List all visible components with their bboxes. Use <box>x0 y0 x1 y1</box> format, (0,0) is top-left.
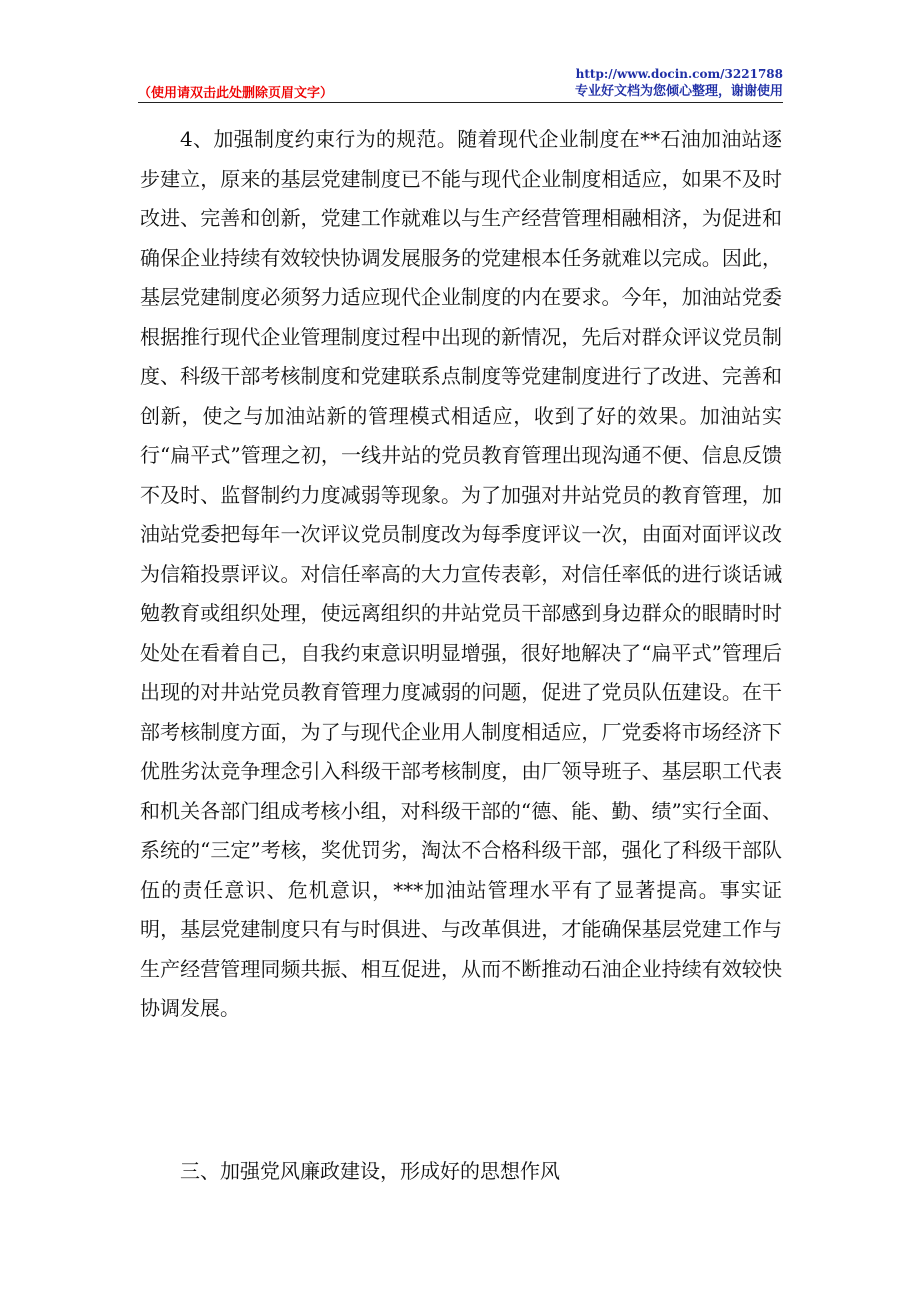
section-heading: 三、加强党风廉政建设，形成好的思想作风 <box>180 1159 560 1183</box>
source-url-link[interactable]: http://www.docin.com/3221788 <box>575 67 783 81</box>
header-delete-note[interactable]: （使用请双击此处删除页眉文字） <box>138 86 334 101</box>
page-header <box>138 62 783 103</box>
body-paragraph: 4、加强制度约束行为的规范。随着现代企业制度在**石油加油站逐步建立，原来的基层党建制度已不能与现代企业制度相适应，如果不及时改进、完善和创新，党建工作就难以与生产经营管理相融相济，为促进和确保企业持续有效较快协调发展服务的党建根本任务就难以完成。因此，基层党建制度必须努力适应现代企业制度的内在要求。今年，加油站党委根据推行现代企业管理制度过程中出现的新情况，先后对群众评议党员制度、科级干部考核制度和党建联系点制度等党建制度进行了改进、完善和创新，使之与加油站新的管理模式相适应，收到了好的效果。加油站实行“扁平式”管理之初，一线井站的党员教育管理出现沟通不便、信息反馈不及时、监督制约力度减弱等现象。为了加强对井站党员的教育管理，加油站党委把每年一次评议党员制度改为每季度评议一次，由面对面评议改为信箱投票评议。对信任率高的大力宣传表彰，对信任率低的进行谈话诫勉教育或组织处理，使远离组织的井站党员干部感到身边群众的眼睛时时处处在看着自己，自我约束意识明显增强，很好地解决了“扁平式”管理后出现的对井站党员教育管理力度减弱的问题，促进了党员队伍建设。在干部考核制度方面，为了与现代企业用人制度相适应，厂党委将市场经济下优胜劣汰竞争理念引入科级干部考核制度，由厂领导班子、基层职工代表和机关各部门组成考核小组，对科级干部的“德、能、勤、绩”实行全面、系统的“三定”考核，奖优罚劣，淘汰不合格科级干部，强化了科级干部队伍的责任意识、危机意识，***加油站管理水平有了显著提高。事实证明，基层党建制度只有与时俱进、与改革俱进，才能确保基层党建工作与生产经营管理同频共振、相互促进，从而不断推动石油企业持续有效较快协调发展。 <box>140 127 782 1020</box>
header-slogan: 专业好文档为您倾心整理，谢谢使用 <box>574 84 783 99</box>
header-source-block <box>575 66 783 100</box>
